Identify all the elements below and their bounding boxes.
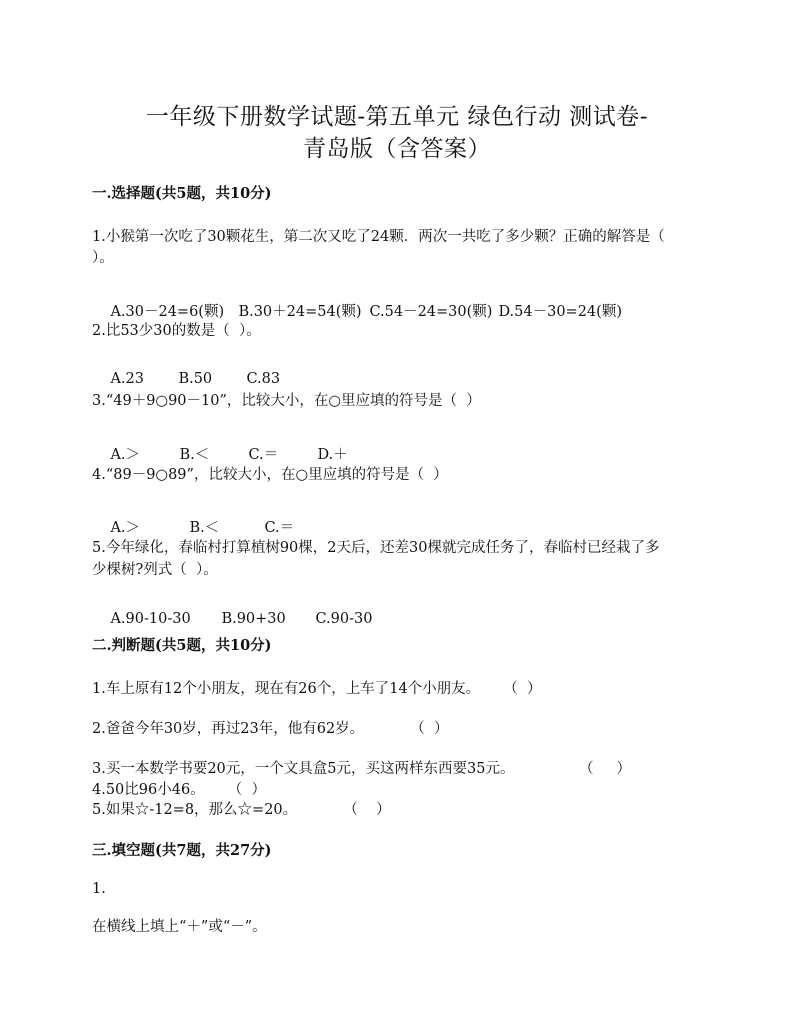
question-1-4: 4.“89－9○89”，比较大小，在○里应填的符号是（ ） [92,467,448,483]
option-c: C.＝ [248,447,279,463]
option-a: A.＞ [110,447,141,463]
question-3-1-number: 1. [92,881,106,897]
option-a: A.90-10-30 [110,611,191,627]
option-a: A.＞ [110,520,141,536]
question-1-1-line2: ）。 [92,250,114,266]
section-heading-choice: 一.选择题(共5题，共10分) [92,185,272,202]
option-b: B.＜ [189,520,220,536]
option-c: C.90-30 [315,611,373,627]
option-d: D.54－30=24(颗) [498,304,622,320]
question-2-3: 3.买一本数学书要20元，一个文具盒5元，买这两样东西要35元。 （ ） [92,761,632,777]
document-title-line2: 青岛版（含答案） [303,136,491,162]
question-1-5-line1: 5.今年绿化，春临村打算植树90棵，2天后，还差30棵就完成任务了，春临村已经栽了多 [92,540,660,556]
question-1-5-line2: 少棵树?列式（ ）。 [92,562,218,578]
option-a: A.23 [110,371,144,387]
option-b: B.50 [178,371,213,387]
option-b: B.90+30 [221,611,286,627]
section-heading-judgement: 二.判断题(共5题，共10分) [92,637,272,654]
option-c: C.83 [246,371,281,387]
option-a: A.30－24=6(颗) [110,304,225,320]
section-heading-fill-blank: 三.填空题(共7题，共27分) [92,842,272,859]
question-1-3: 3.“49＋9○90－10”，比较大小，在○里应填的符号是（ ） [92,393,481,409]
option-d: D.＋ [317,447,348,463]
document-title-line1: 一年级下册数学试题-第五单元 绿色行动 测试卷- [145,104,649,130]
question-2-5: 5.如果☆-12=8，那么☆=20。 （ ） [92,802,391,818]
option-c: C.54－24=30(颗) [369,304,493,320]
question-2-4: 4.50比96小46。 （ ） [92,782,266,798]
option-c: C.＝ [264,520,295,536]
option-b: B.＜ [179,447,210,463]
question-1-1-line1: 1.小猴第一次吃了30颗花生，第二次又吃了24颗．两次一共吃了多少颗？正确的解答是（ [92,229,665,245]
option-b: B.30＋24=54(颗) [238,304,362,320]
question-2-2: 2.爸爸今年30岁，再过23年，他有62岁。 （ ） [92,721,449,737]
question-2-1: 1.车上原有12个小朋友，现在有26个，上车了14个小朋友。 （ ） [92,681,542,697]
question-1-2: 2.比53少30的数是（ ）。 [92,323,261,339]
question-3-1-text: 在横线上填上“＋”或“－”。 [92,919,267,935]
